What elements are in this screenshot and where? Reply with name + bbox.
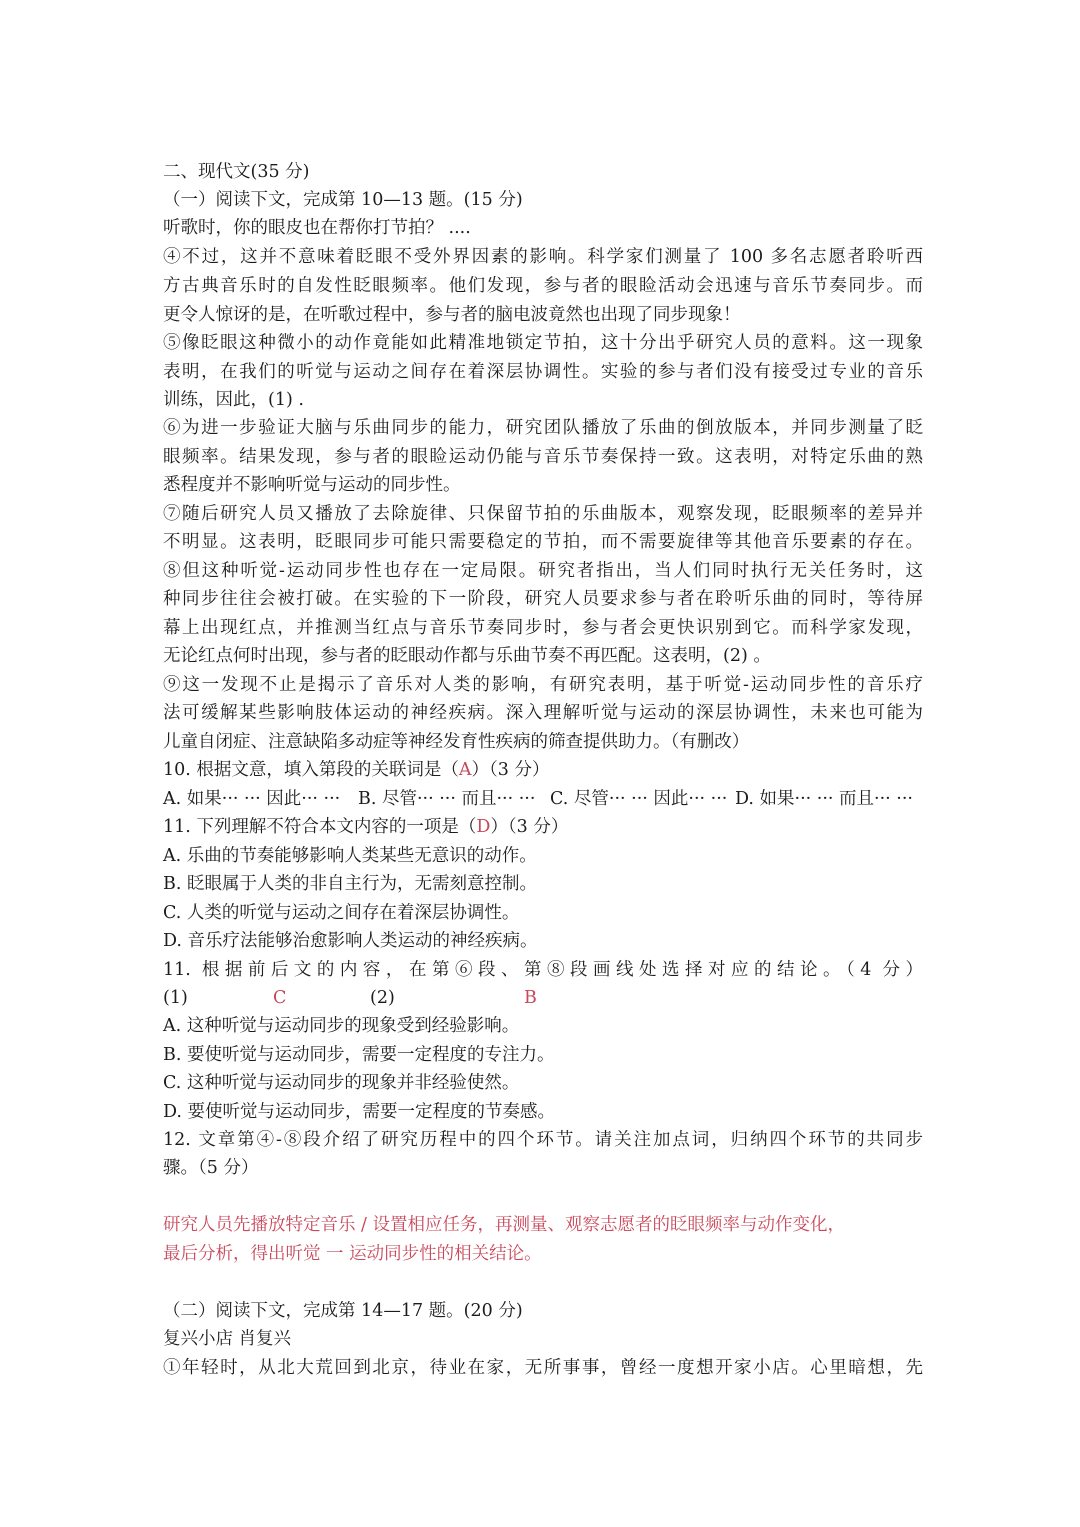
part2-first-line: ①年轻时，从北大荒回到北京，待业在家，无所事事，曾经一度想开家小店。心里暗想，先 bbox=[163, 1358, 923, 1378]
answer-mark: A bbox=[458, 760, 472, 780]
article-line: 种同步往往会被打破。在实验的下一阶段，研究人员要求参与者在聆听乐曲的同时，等待屏 bbox=[163, 589, 923, 609]
article-line: ⑥为进一步验证大脑与乐曲同步的能力，研究团队播放了乐曲的倒放版本，并同步测量了眨 bbox=[163, 418, 923, 438]
option-c: C. 人类的听觉与运动之间存在着深层协调性。 bbox=[163, 903, 520, 923]
question-11-stem: 11. 下列理解不符合本文内容的一项是（D）（3 分） bbox=[163, 817, 569, 837]
option-b: B. 尽管··· ··· 而且··· ··· bbox=[358, 789, 536, 809]
option-a: A. 乐曲的节奏能够影响人类某些无意识的动作。 bbox=[163, 846, 537, 866]
question-10-options bbox=[163, 785, 923, 813]
answer-mark: C bbox=[273, 988, 287, 1008]
article-line: ⑦随后研究人员又播放了去除旋律、只保留节拍的乐曲版本，观察发现，眨眼频率的差异并 bbox=[163, 504, 923, 524]
answer-mark: B bbox=[524, 988, 537, 1008]
article-line: 方古典音乐时的自发性眨眼频率。他们发现，参与者的眼睑活动会迅速与音乐节奏同步。而 bbox=[163, 276, 923, 296]
part1-article-title: 听歌时，你的眼皮也在帮你打节拍？ .... bbox=[163, 218, 471, 238]
part1-heading: （一）阅读下文，完成第 10—13 题。(15 分) bbox=[163, 190, 523, 210]
article-line: 法可缓解某些影响肢体运动的神经疾病。深入理解听觉与运动的深层协调性，未来也可能为 bbox=[163, 703, 923, 723]
option-a: A. 如果··· ··· 因此··· ··· bbox=[163, 789, 341, 809]
article-line: 儿童自闭症、注意缺陷多动症等神经发育性疾病的筛查提供助力。（有删改） bbox=[163, 732, 750, 752]
part2-heading: （二）阅读下文，完成第 14—17 题。(20 分) bbox=[163, 1301, 523, 1321]
option-d: D. 如果··· ··· 而且··· ··· bbox=[735, 789, 913, 809]
article-line: 幕上出现红点，并推测当红点与音乐节奏同步时，参与者会更快识别到它。而科学家发现， bbox=[163, 618, 923, 638]
option-d: D. 音乐疗法能够治愈影响人类运动的神经疾病。 bbox=[163, 931, 538, 951]
article-line: ⑧但这种听觉-运动同步性也存在一定局限。研究者指出，当人们同时执行无关任务时，这 bbox=[163, 561, 923, 581]
question-12-stem-cont: 骤。（5 分） bbox=[163, 1158, 259, 1178]
article-line: ⑨这一发现不止是揭示了音乐对人类的影响，有研究表明，基于听觉-运动同步性的音乐疗 bbox=[163, 675, 923, 695]
article-line: ⑤像眨眼这种微小的动作竟能如此精准地锁定节拍，这十分出乎研究人员的意料。这一现象 bbox=[163, 333, 923, 353]
question-12-answer-cont: 最后分析，得出听觉 一 运动同步性的相关结论。 bbox=[163, 1244, 542, 1264]
article-line: 表明，在我们的听觉与运动之间存在着深层协调性。实验的参与者们没有接受过专业的音乐 bbox=[163, 362, 923, 382]
option-c: C. 这种听觉与运动同步的现象并非经验使然。 bbox=[163, 1073, 520, 1093]
article-line: 悉程度并不影响听觉与运动的同步性。 bbox=[163, 475, 461, 495]
article-line: 训练，因此，(1) . bbox=[163, 390, 304, 410]
section-title: 二、现代文(35 分) bbox=[163, 162, 310, 182]
question-10-stem: 10. 根据文意，填入第段的关联词是（A）（3 分） bbox=[163, 760, 550, 780]
article-line: ④不过，这并不意味着眨眼不受外界因素的影响。科学家们测量了 100 多名志愿者聆听西 bbox=[163, 247, 923, 267]
article-line: 无论红点何时出现，参与者的眨眼动作都与乐曲节奏不再匹配。这表明，(2) 。 bbox=[163, 646, 771, 666]
option-c: C. 尽管··· ··· 因此··· ··· bbox=[550, 789, 728, 809]
question-11b-stem: 11. 根据前后文的内容，在第⑥段、第⑧段画线处选择对应的结论。（4 分） bbox=[163, 960, 923, 980]
question-11b-blanks: (1) C (2) B bbox=[163, 984, 923, 1012]
question-12-answer: 研究人员先播放特定音乐 / 设置相应任务，再测量、观察志愿者的眨眼频率与动作变化， bbox=[163, 1215, 846, 1235]
article-line: 不明显。这表明，眨眼同步可能只需要稳定的节拍，而不需要旋律等其他音乐要素的存在。 bbox=[163, 532, 923, 552]
answer-mark: D bbox=[476, 817, 491, 837]
option-b: B. 眨眼属于人类的非自主行为，无需刻意控制。 bbox=[163, 874, 537, 894]
article-line: 更令人惊讶的是，在听歌过程中，参与者的脑电波竟然也出现了同步现象！ bbox=[163, 305, 741, 325]
question-12-stem: 12. 文章第④-⑧段介绍了研究历程中的四个环节。请关注加点词，归纳四个环节的共同步 bbox=[163, 1130, 923, 1150]
part2-article-title: 复兴小店 肖复兴 bbox=[163, 1329, 292, 1349]
option-d: D. 要使听觉与运动同步，需要一定程度的节奏感。 bbox=[163, 1102, 556, 1122]
option-a: A. 这种听觉与运动同步的现象受到经验影响。 bbox=[163, 1016, 520, 1036]
option-b: B. 要使听觉与运动同步，需要一定程度的专注力。 bbox=[163, 1045, 555, 1065]
article-line: 眼频率。结果发现，参与者的眼睑运动仍能与音乐节奏保持一致。这表明，对特定乐曲的熟 bbox=[163, 447, 923, 467]
